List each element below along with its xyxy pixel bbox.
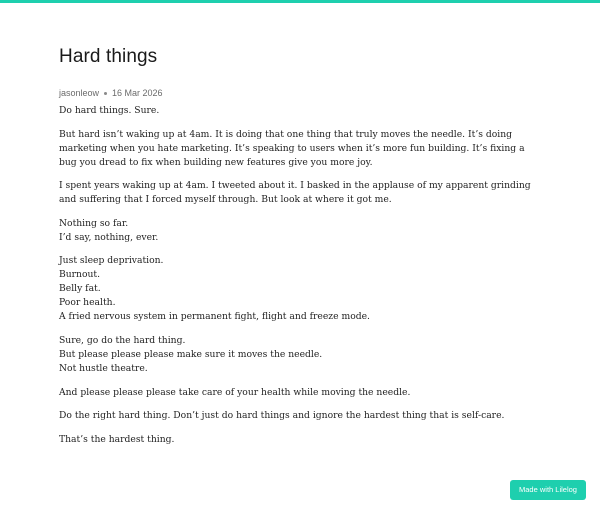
paragraph-line: Belly fat.	[59, 283, 101, 295]
post-meta	[59, 87, 541, 99]
post-title: Hard things	[59, 46, 158, 67]
made-with-lilelog-button[interactable]: Made with Lilelog	[510, 480, 586, 500]
paragraph	[59, 433, 541, 447]
paragraph	[59, 179, 541, 207]
paragraph	[59, 386, 541, 400]
paragraph	[59, 254, 541, 324]
paragraph	[59, 104, 541, 118]
paragraph-line: And please please please take care of your health while moving the needle.	[59, 386, 411, 398]
paragraph-line: Poor health.	[59, 297, 116, 309]
paragraph-line: That’s the hardest thing.	[59, 433, 175, 445]
paragraph	[59, 128, 541, 170]
paragraph-line: Nothing so far.	[59, 217, 129, 229]
paragraph-line: Just sleep deprivation.	[59, 255, 164, 267]
paragraph-line: Burnout.	[59, 269, 101, 281]
paragraph-line: Not hustle theatre.	[59, 362, 148, 374]
top-accent-bar	[0, 0, 600, 3]
paragraph-line: A fried nervous system in permanent fight, flight and freeze mode.	[59, 311, 370, 323]
paragraph	[59, 217, 541, 245]
paragraph	[59, 334, 541, 376]
author-link[interactable]: jasonleow	[59, 88, 100, 98]
meta-separator-dot	[104, 92, 107, 95]
post-date: 16 Mar 2026	[112, 88, 163, 98]
paragraph-line: Sure, go do the hard thing.	[59, 334, 186, 346]
paragraph-line: Do the right hard thing. Don’t just do hard things and ignore the hardest thing that is self-care.	[59, 410, 505, 422]
post-content	[59, 104, 541, 447]
paragraph-line: But please please please make sure it moves the needle.	[59, 348, 323, 360]
paragraph-line: But hard isn’t waking up at 4am. It is doing that one thing that truly moves the needle. It’s doing marketing when you hate marketing. It’s speaking to users when it’s more fun building. It’s fixing a bug you dread to fix when building new features give you more joy.	[59, 128, 525, 168]
paragraph	[59, 409, 541, 423]
paragraph-line: I spent years waking up at 4am. I tweeted about it. I basked in the applause of my apparent grinding and suffering that I forced myself through. But look at where it got me.	[59, 180, 531, 206]
paragraph-line: Do hard things. Sure.	[59, 105, 160, 116]
paragraph-line: I’d say, nothing, ever.	[59, 231, 159, 243]
post-container	[59, 44, 541, 456]
